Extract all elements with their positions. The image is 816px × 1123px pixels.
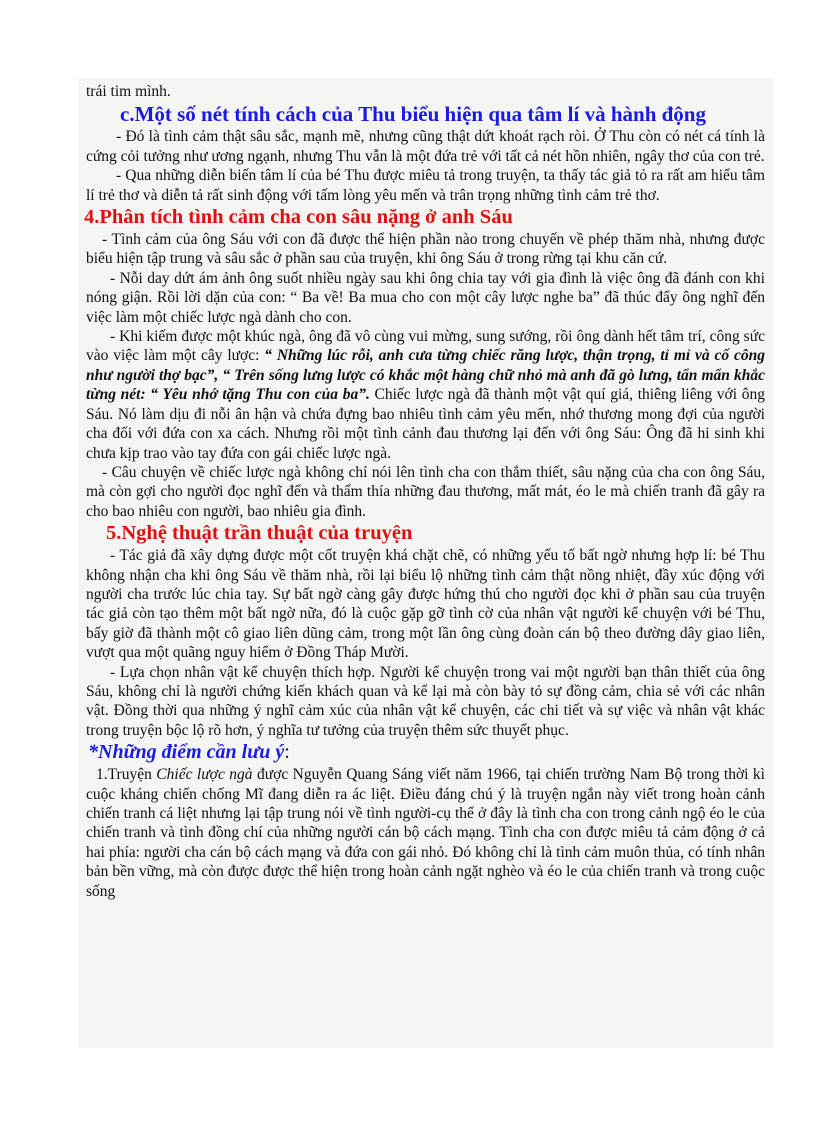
paragraph-note-1 (86, 765, 765, 901)
ivory-comb-text-a: - Khi kiếm được một khúc ngà, ông đã vô cùng vui mừng, sung sướng, rồi ông dành hết tâm trí, công sức vào việc làm một cây lược: (86, 328, 765, 365)
paragraph-thu-character: - Đó là tình cảm thật sâu sắc, mạnh mẽ, nhưng cũng thật dứt khoát rạch ròi. Ở Thu còn có nét cá tính là cứng cỏi tưởng như ương ngạnh, nhưng Thu vẫn là một đứa trẻ với tất cả nét hồn nhiên, ngây thơ của con trẻ. (86, 128, 765, 165)
paragraph-thu-psychology: - Qua những diễn biến tâm lí của bé Thu được miêu tả trong truyện, ta thấy tác giả tỏ ra rất am hiểu tâm lí trẻ thơ và diễn tả rất sinh động với tấm lòng yêu mến và trân trọng những tình cảm trẻ thơ. (86, 167, 765, 204)
paragraph-ivory-comb (86, 327, 765, 463)
notes-heading (88, 740, 765, 765)
paragraph-narrative-plot: - Tác giả đã xây dựng được một cốt truyện khá chặt chẽ, có những yếu tố bất ngờ nhưng hợp lí: bé Thu không nhận cha khi ông Sáu về thăm nhà, rồi lại biểu lộ những tình cảm thật nồng nhiệt, đầy xúc động với người cha trước lúc chia tay. Sự bất ngờ càng gây được hứng thú cho người đọc khi ở phần sau của truyện tác giả còn tạo thêm một bất ngờ nữa, đó là cuộc gặp gỡ tình cờ của nhân vật người kể chuyện với bé Thu, bấy giờ đã thành một cô giao liên dũng cảm, trong một lần ông cùng đoàn cán bộ theo đường dây giao liên, vượt qua một quãng nguy hiểm ở Đồng Tháp Mười. (86, 547, 765, 662)
section-heading-c: c.Một số nét tính cách của Thu biểu hiện qua tâm lí và hành động (120, 102, 706, 127)
paragraph-story-meaning: - Câu chuyện về chiếc lược ngà không chỉ nói lên tình cha con thắm thiết, sâu nặng của cha con ông Sáu, mà còn gợi cho người đọc nghĩ đến và thấm thía những đau thương, mất mát, éo le mà chiến tranh đã gây ra cho bao nhiêu con người, bao nhiêu gia đình. (86, 463, 765, 520)
note-1-story-title: Chiếc lược ngà (156, 766, 253, 784)
paragraph-continuation: trái tim mình. (86, 83, 171, 100)
section-heading-4: 4.Phân tích tình cảm cha con sâu nặng ở anh Sáu (84, 206, 513, 229)
paragraph-father-love-2: - Nỗi day dứt ám ảnh ông suốt nhiều ngày sau khi ông chia tay với gia đình là việc ông đã đánh con khi nóng giận. Rồi lời dặn của con: “ Ba về! Ba mua cho con một cây lược nghe ba” đã thúc đẩy ông nghĩ đến việc làm một chiếc lược ngà dành cho con. (86, 269, 765, 326)
note-1-text-a: 1.Truyện (96, 766, 157, 784)
section-heading-5: 5.Nghệ thuật trần thuật của truyện (106, 522, 413, 545)
ivory-comb-quote: “ Những lúc rỗi, anh cưa từng chiếc răng lược, thận trọng, tỉ mỉ và cố công như người thợ bạc”, “ Trên sống lưng lược có khắc một hàng chữ nhỏ mà anh đã gò lưng, tẩn mẩn khắc từng nét: “ Yêu nhớ tặng Thu con của ba”. (86, 347, 765, 404)
notes-heading-text: *Những điểm cần lưu ý (88, 741, 285, 764)
paragraph-father-love-1: - Tình cảm của ông Sáu với con đã được thể hiện phần nào trong chuyến về phép thăm nhà, nhưng được biểu hiện tập trung và sâu sắc ở phần sau của truyện, khi ông Sáu ở trong rừng tại khu căn cứ. (86, 231, 765, 268)
notes-heading-colon: : (284, 741, 290, 764)
ivory-comb-text-b: Chiếc lược ngà đã thành một vật quí giá, thiêng liêng với ông Sáu. Nó làm dịu đi nỗi ân hận và chứa đựng bao nhiêu tình cảm yêu mến, nhớ thương mong đợi của người cha đối với đứa con xa cách. Nhưng rồi một tình cảnh đau thương lại đến với ông Sáu: Ông đã hi sinh khi chưa kịp trao vào tay đứa con gái chiếc lược ngà. (86, 386, 765, 462)
note-1-text-b: được Nguyễn Quang Sáng viết năm 1966, tại chiến trường Nam Bộ trong thời kì cuộc kháng chiến chống Mĩ đang diễn ra ác liệt. Điều đáng chú ý là truyện ngắn này viết trong hoàn cảnh chiến tranh cá liệt nhưng lại tập trung nói về tình người-cụ thể ở đây là tình cha con trong cảnh ngộ éo le của chiến tranh và tình đồng chí của những người cán bộ cách mạng. Tình cha con được miêu tả cảm động ở cả hai phía: người cha cán bộ cách mạng và đứa con gái nhỏ. Đó không chỉ là tình cảm muôn thủa, có tính nhân bản bền vững, mà còn được được thể hiện trong hoàn cảnh ngặt nghèo và éo le của chiến tranh và trong cuộc sống (86, 766, 765, 900)
paragraph-narrator-choice: - Lựa chọn nhân vật kể chuyện thích hợp. Người kể chuyện trong vai một người bạn thân thiết của ông Sáu, không chỉ là người chứng kiến khách quan và kể lại mà còn bày tỏ sự đồng cảm, chia sẻ với các nhân vật. Đồng thời qua những ý nghĩ cảm xúc của nhân vật kể chuyện, các chi tiết và sự việc và nhân vật khác trong truyện bộc lộ rõ hơn, ý nghĩa tư tưởng của truyện thêm sức thuyết phục. (86, 663, 765, 739)
document-page (78, 78, 773, 1048)
